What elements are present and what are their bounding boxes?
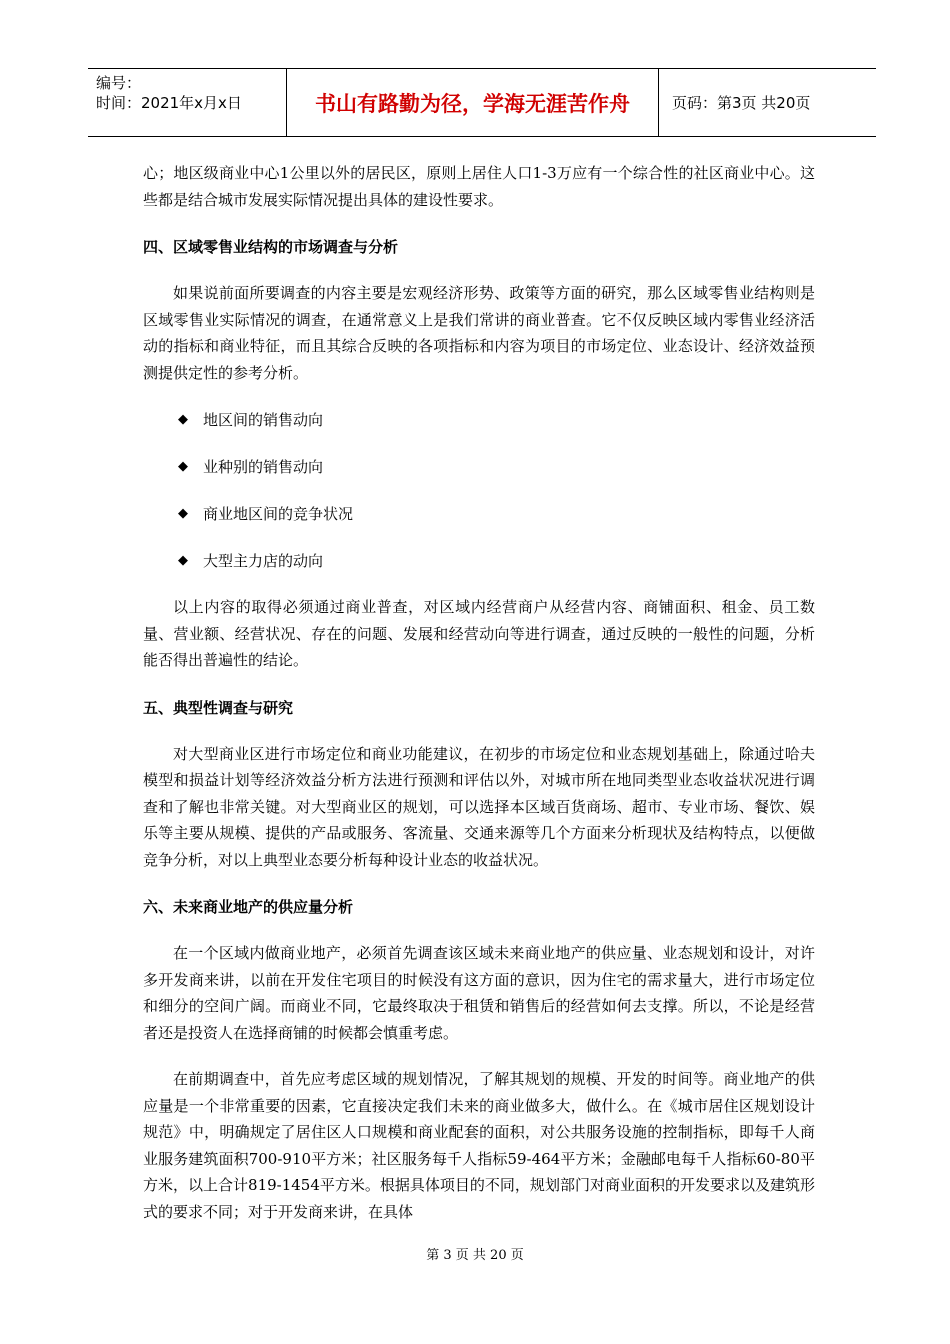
page-header [88,68,876,137]
document-number-label: 编号： [96,74,142,92]
header-divider [658,69,659,136]
list-item-text: 商业地区间的竞争状况 [203,505,354,523]
paragraph: 对大型商业区进行市场定位和商业功能建议，在初步的市场定位和业态规划基础上，除通过哈夫模型和损益计划等经济效益分析方法进行预测和评估以外，对城市所在地同类型业态收益状况进行调查和了解也非常关键。对大型商业区的规划，可以选择本区域百货商场、超市、专业市场、餐饮、娱乐等主要从规模、提供的产品或服务、客流量、交通来源等几个方面来分析现状及结构特点，以便做竞争分析，对以上典型业态要分析每种设计业态的收益状况。 [143,744,815,869]
list-item-text: 业种别的销售动向 [203,458,324,476]
diamond-bullet-icon: ◆ [178,553,188,568]
list-item [143,548,815,574]
paragraph: 以上内容的取得必须通过商业普查，对区域内经营商户从经营内容、商铺面积、租金、员工数量、营业额、经营状况、存在的问题、发展和经营动向等进行调查，通过反映的一般性的问题，分析能否得出普遍性的结论。 [143,598,815,669]
header-page-info: 页码：第3页 共20页 [672,94,811,112]
diamond-bullet-icon: ◆ [178,459,188,474]
paragraph: 在前期调查中，首先应考虑区域的规划情况，了解其规划的规模、开发的时间等。商业地产的供应量是一个非常重要的因素，它直接决定我们未来的商业做多大，做什么。在《城市居住区规划设计规范》中，明确规定了居住区人口规模和商业配套的面积，对公共服务设施的控制指标，即每千人商业服务建筑面积700-910平方米；社区服务每千人指标59-464平方米；金融邮电每千人指标60-80平方米，以上合计819-1454平方米。根据具体项目的不同，规划部门对商业面积的开发要求以及建筑形式的要求不同；对于开发商来讲，在具体 [143,1070,815,1221]
bullet-list [143,407,815,574]
header-meta [96,73,242,113]
document-body [143,160,815,1225]
page-footer: 第 3 页 共 20 页 [426,1248,524,1263]
list-item [143,407,815,433]
paragraph: 如果说前面所要调查的内容主要是宏观经济形势、政策等方面的研究，那么区域零售业结构则是区域零售业实际情况的调查，在通常意义上是我们常讲的商业普查。它不仅反映区域内零售业经济活动的指标和商业特征，而且其综合反映的各项指标和内容为项目的市场定位、业态设计、经济效益预测提供定性的参考分析。 [143,284,815,382]
section-heading: 四、区域零售业结构的市场调查与分析 [143,238,399,256]
diamond-bullet-icon: ◆ [178,412,188,427]
section-heading: 六、未来商业地产的供应量分析 [143,898,354,916]
list-item-text: 地区间的销售动向 [203,411,324,429]
diamond-bullet-icon: ◆ [178,506,188,521]
list-item [143,501,815,527]
section-heading: 五、典型性调查与研究 [143,698,294,717]
paragraph: 在一个区域内做商业地产，必须首先调查该区域未来商业地产的供应量、业态规划和设计，对许多开发商来讲，以前在开发住宅项目的时候没有这方面的意识，因为住宅的需求量大，进行市场定位和细分的空间广阔。而商业不同，它最终取决于租赁和销售后的经营如何去支撑。所以，不论是经营者还是投资人在选择商铺的时候都会慎重考虑。 [143,944,815,1042]
paragraph: 心；地区级商业中心1公里以外的居民区，原则上居住人口1-3万应有一个综合性的社区商业中心。这些都是结合城市发展实际情况提出具体的建设性要求。 [143,164,815,209]
list-item-text: 大型主力店的动向 [203,552,324,570]
list-item [143,454,815,480]
header-motto: 书山有路勤为径，学海无涯苦作舟 [315,91,630,116]
document-time-label: 时间：2021年x月x日 [96,94,242,112]
